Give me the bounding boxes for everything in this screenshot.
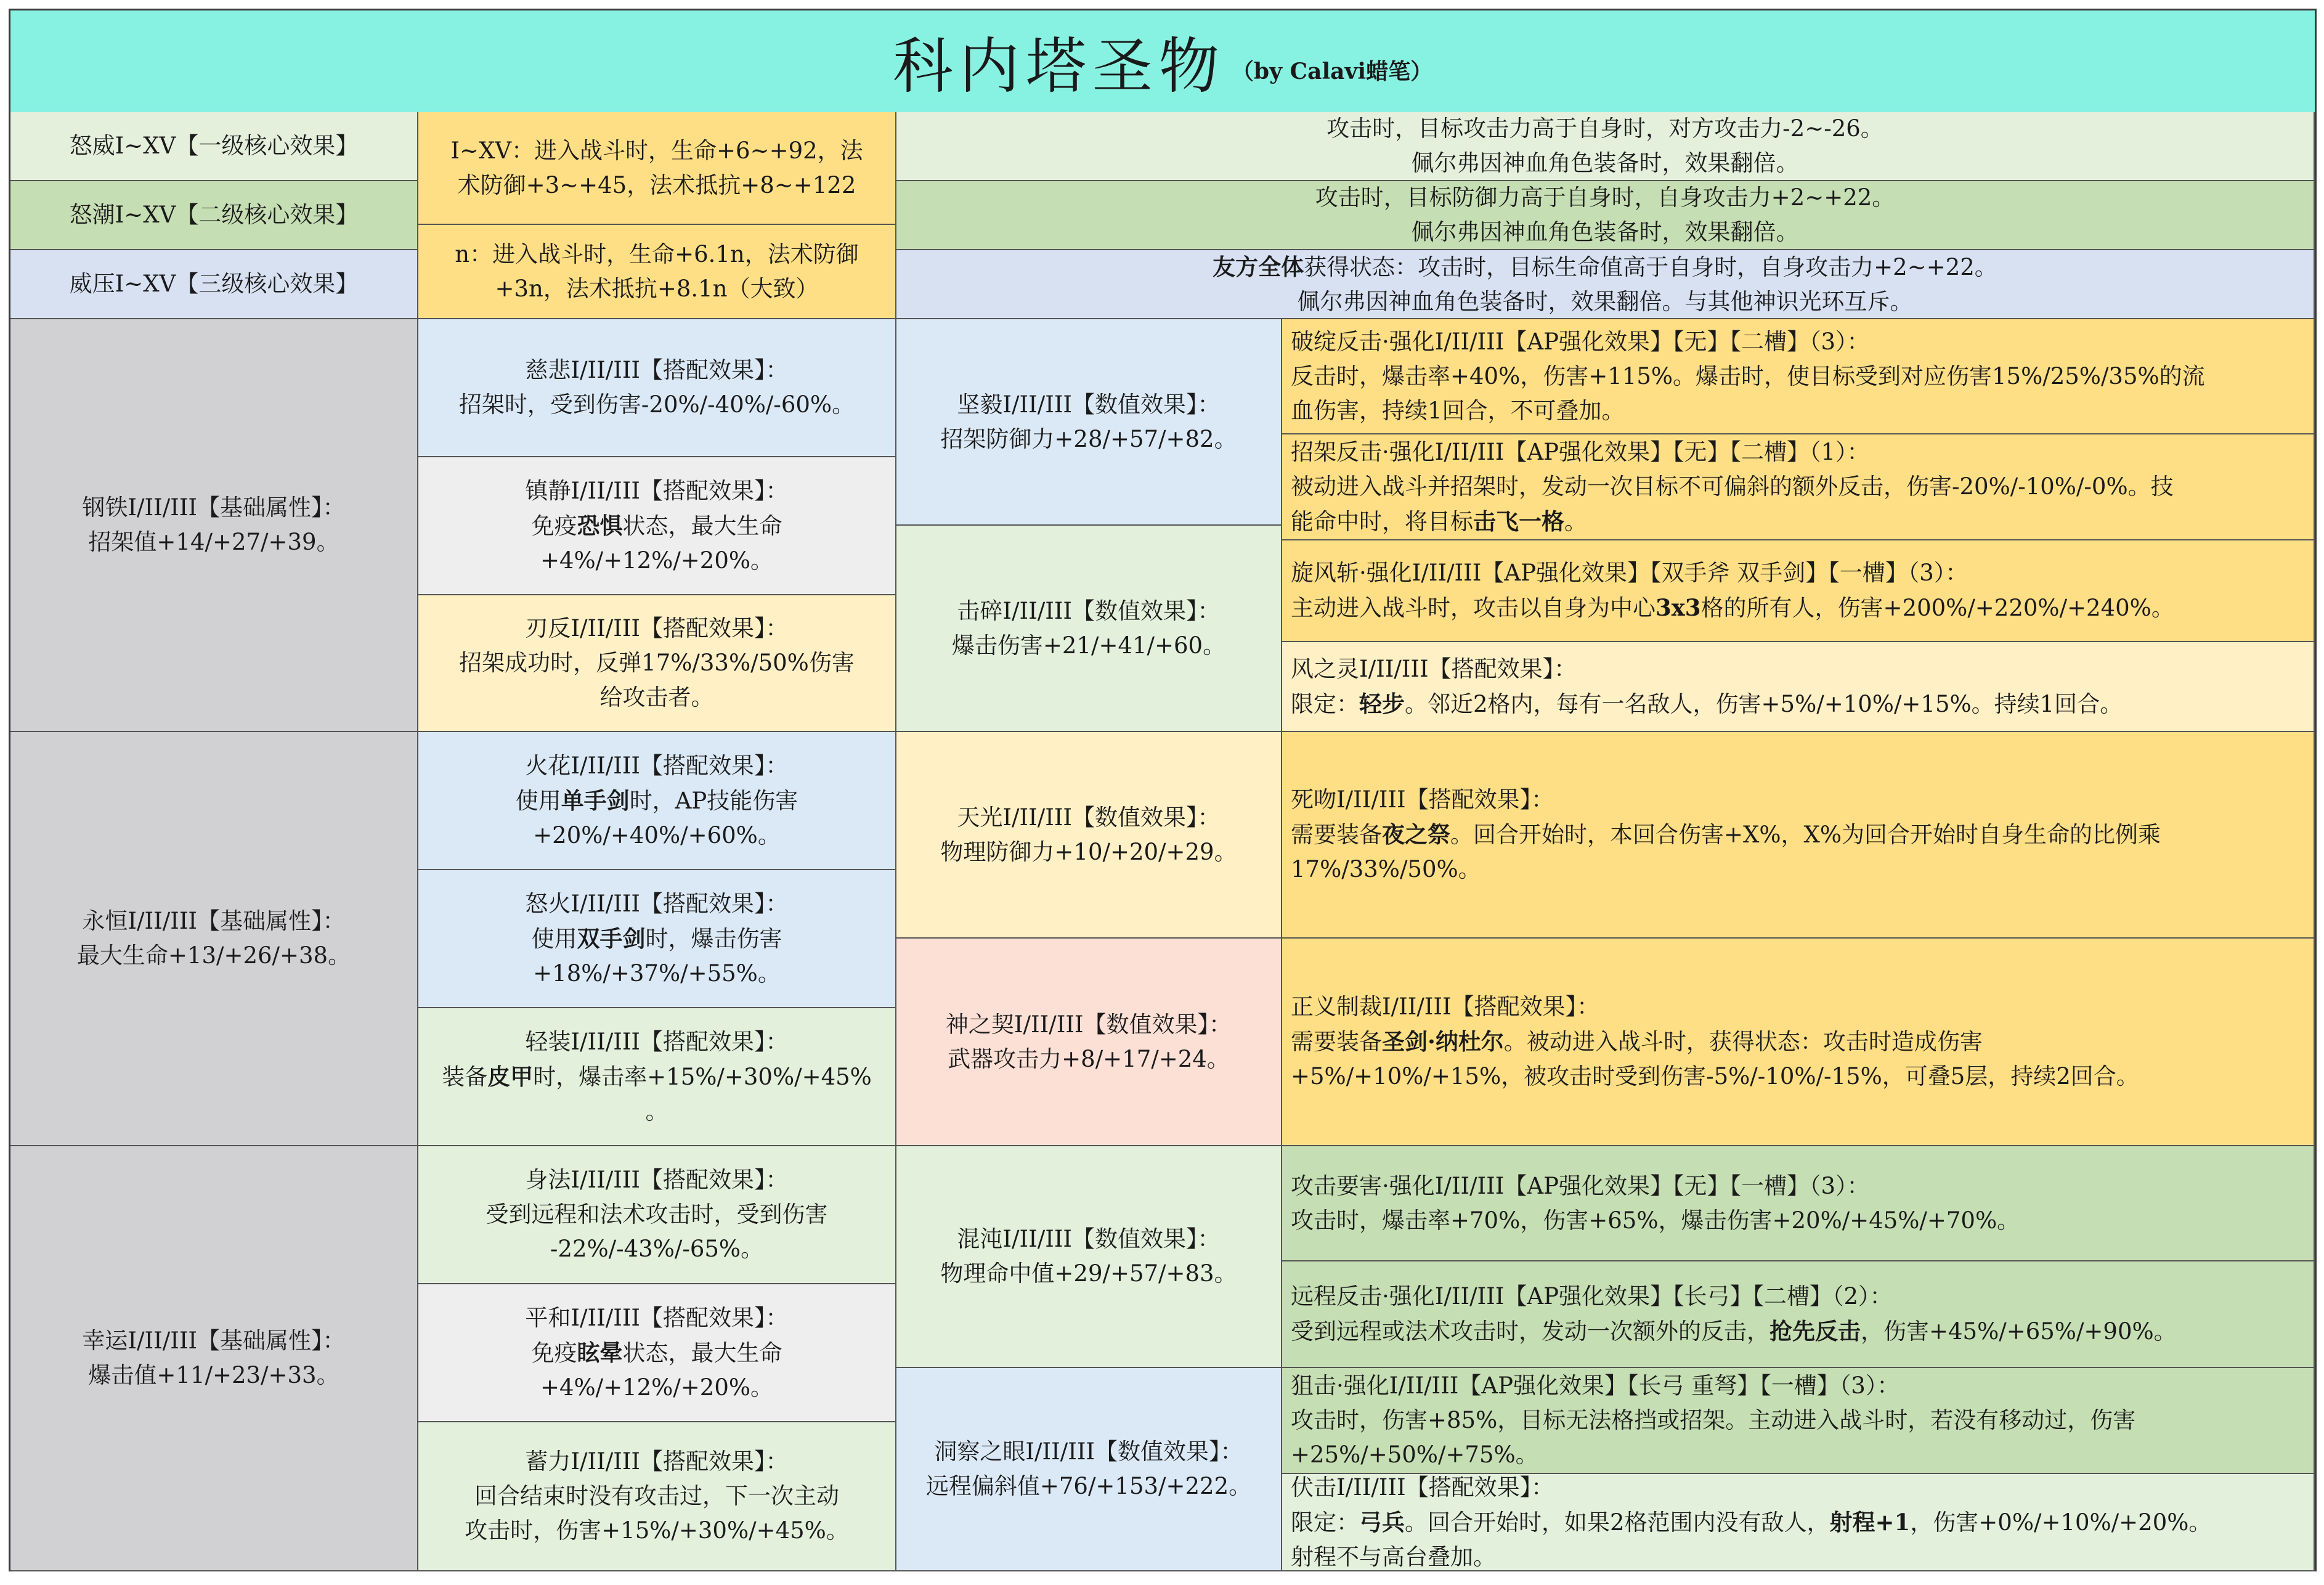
skill-ambush-l2d: 射程+1 [1829, 1508, 1911, 1536]
value-divine-pact-line2: 武器攻击力+8/+17/+24。 [948, 1045, 1230, 1072]
page-subtitle: （by Calavi蜡笔） [1231, 59, 1433, 84]
core-effect-2-line1: 攻击时，目标防御力高于自身时，自身攻击力+2~+22。 [1315, 184, 1895, 211]
match-calm-line3: +4%/+12%/+20%。 [540, 547, 774, 574]
match-calm-line1: 镇静I/II/III【搭配效果】： [525, 477, 789, 504]
match-spark-line3: +20%/+40%/+60%。 [533, 821, 781, 849]
value-skylight-line2: 物理防御力+10/+20/+29。 [940, 838, 1237, 865]
match-calm-line2 [532, 508, 782, 544]
match-fury-line2 [532, 921, 782, 956]
skill-wind-spirit [1282, 642, 2315, 732]
match-agility [418, 1146, 896, 1284]
skill-justice-line3: +5%/+10%/+15%，被攻击时受到伤害-5%/-10%/-15%，可叠5层，持续2回合。 [1291, 1063, 2139, 1090]
skill-snipe-line2: 攻击时，伤害+85%，目标无法格挡或招架。主动进入战斗时，若没有移动过，伤害 [1291, 1407, 2136, 1433]
core-effect-3-rest: 获得状态：攻击时，目标生命值高于自身时，自身攻击力+2~+22。 [1304, 253, 1997, 280]
value-shatter [896, 526, 1282, 732]
match-agility-line1: 身法I/II/III【搭配效果】： [525, 1167, 789, 1193]
skill-wind-spirit-line1: 风之灵I/II/III【搭配效果】： [1291, 655, 1577, 682]
skill-whirlwind-l2b: 3x3 [1656, 594, 1701, 621]
skill-ambush [1282, 1474, 2315, 1571]
skill-whirlwind-line1: 旋风斩·强化I/II/III【AP强化效果】【双手斧 双手剑】【一槽】（3）： [1291, 560, 1968, 586]
match-agility-line2: 受到远程和法术攻击时，受到伤害 [486, 1201, 828, 1228]
match-light-armor-line3: 。 [645, 1098, 668, 1125]
skill-wind-spirit-l2a: 限定： [1291, 690, 1359, 717]
skill-flaw-counter-line2: 反击时，爆击率+40%，伤害+115%。爆击时，使目标受到对应伤害15%/25%/35%的流 [1291, 362, 2205, 389]
skill-parry-counter [1282, 434, 2315, 540]
core-name-1-text: 怒威I~XV【一级核心效果】 [69, 132, 359, 159]
skill-ambush-l2b: 弓兵 [1359, 1508, 1405, 1536]
match-calm-l2a: 免疫 [531, 512, 577, 539]
core-stats-n-line1: n：进入战斗时，生命+6.1n，法术防御 [455, 240, 859, 267]
match-charge-line3: 攻击时，伤害+15%/+30%/+45%。 [465, 1517, 849, 1544]
skill-ranged-counter-l2a: 受到远程或法术攻击时，发动一次额外的反击， [1291, 1318, 1769, 1345]
match-spark-l2b: 单手剑 [561, 786, 630, 814]
skill-ranged-counter-l2c: ，伤害+45%/+65%/+90%。 [1861, 1318, 2177, 1345]
match-blade-reflect [418, 595, 896, 732]
skill-justice-line2 [1291, 1024, 1983, 1059]
skill-snipe-line1: 狙击·强化I/II/III【AP强化效果】【长弓 重弩】【一槽】（3）： [1291, 1372, 1900, 1399]
core-name-3 [10, 250, 418, 319]
match-spark-line2 [516, 783, 798, 818]
skill-flaw-counter-line1: 破绽反击·强化I/II/III【AP强化效果】【无】【二槽】（3）： [1291, 328, 1870, 355]
skill-death-kiss-l2a: 需要装备 [1291, 821, 1382, 848]
base-eternal-line2: 最大生命+13/+26/+38。 [76, 942, 351, 969]
match-spark [418, 732, 896, 870]
skill-death-kiss-l2b: 夜之祭 [1382, 821, 1450, 848]
match-spark-l2c: 时，AP技能伤害 [629, 787, 798, 814]
core-effect-3-emph: 友方全体 [1213, 253, 1304, 280]
match-fury-l2a: 使用 [531, 925, 577, 952]
skill-vital-strike-line2: 攻击时，爆击率+70%，伤害+65%，爆击伤害+20%/+45%/+70%。 [1291, 1207, 2020, 1234]
skill-justice-l2b: 圣剑·纳杜尔 [1382, 1028, 1504, 1055]
base-luck-line1: 幸运I/II/III【基础属性】： [82, 1327, 346, 1354]
match-blade-reflect-line1: 刃反I/II/III【搭配效果】： [525, 615, 789, 642]
skill-justice-line1: 正义制裁I/II/III【搭配效果】： [1291, 993, 1600, 1020]
match-charge-line2: 回合结束时没有攻击过，下一次主动 [474, 1483, 839, 1509]
value-insight-eye-line1: 洞察之眼I/II/III【数值效果】： [934, 1438, 1243, 1465]
skill-justice-l2c: 。被动进入战斗时，获得状态：攻击时造成伤害 [1503, 1029, 1983, 1055]
value-skylight-line1: 天光I/II/III【数值效果】： [957, 804, 1221, 831]
match-fury-line3: +18%/+37%/+55%。 [533, 960, 781, 987]
skill-flaw-counter-line3: 血伤害，持续1回合，不可叠加。 [1291, 397, 1625, 424]
match-blade-reflect-line2: 招架成功时，反弹17%/33%/50%伤害 [459, 650, 855, 676]
skill-vital-strike-line1: 攻击要害·强化I/II/III【AP强化效果】【无】【一槽】（3）： [1291, 1172, 1870, 1199]
skill-snipe [1282, 1368, 2315, 1474]
skill-ambush-line2 [1291, 1505, 2211, 1540]
match-peace-l2b: 眩晕 [577, 1338, 623, 1366]
skill-parry-counter-line2: 被动进入战斗并招架时，发动一次目标不可偏斜的额外反击，伤害-20%/-10%/-0%。技 [1291, 473, 2174, 500]
skill-whirlwind-line2 [1291, 590, 2174, 625]
core-effect-3-line1 [1213, 250, 1997, 285]
match-peace-line3: +4%/+12%/+20%。 [540, 1374, 774, 1401]
match-peace [418, 1284, 896, 1422]
match-fury-l2b: 双手剑 [577, 924, 646, 952]
skill-ambush-line1: 伏击I/II/III【搭配效果】： [1291, 1474, 1554, 1501]
core-stats-n [418, 225, 896, 319]
skill-ambush-l2a: 限定： [1291, 1509, 1359, 1536]
core-name-3-text: 威压I~XV【三级核心效果】 [69, 271, 359, 297]
skill-parry-counter-line3 [1291, 504, 1587, 539]
value-shatter-line2: 爆击伤害+21/+41/+60。 [951, 632, 1226, 659]
core-effect-3 [896, 250, 2315, 319]
match-light-armor [418, 1008, 896, 1146]
skill-ranged-counter-line2 [1291, 1314, 2177, 1349]
base-eternal [10, 732, 418, 1146]
core-effect-1-line2: 佩尔弗因神血角色装备时，效果翻倍。 [1411, 150, 1799, 176]
skill-wind-spirit-l2b: 轻步 [1359, 690, 1405, 717]
match-peace-l2a: 免疫 [531, 1339, 577, 1366]
skill-flaw-counter [1282, 319, 2315, 434]
value-insight-eye-line2: 远程偏斜值+76/+153/+222。 [925, 1473, 1252, 1499]
core-effect-2-line2: 佩尔弗因神血角色装备时，效果翻倍。 [1411, 219, 1799, 245]
skill-whirlwind-l2c: 格的所有人，伤害+200%/+220%/+240%。 [1700, 595, 2174, 621]
value-resolve-line2: 招架防御力+28/+57/+82。 [940, 425, 1237, 452]
match-fury [418, 870, 896, 1008]
skill-ranged-counter [1282, 1261, 2315, 1368]
title-banner [10, 10, 2315, 114]
skill-snipe-line3: +25%/+50%/+75%。 [1291, 1441, 1538, 1468]
match-fury-l2c: 时，爆击伤害 [645, 925, 782, 952]
core-effect-3-line2: 佩尔弗因神血角色装备时，效果翻倍。与其他神识光环互斥。 [1297, 288, 1913, 315]
match-light-armor-line1: 轻装I/II/III【搭配效果】： [525, 1028, 789, 1055]
skill-parry-counter-l3c: 。 [1564, 508, 1587, 535]
match-light-armor-l2c: 时，爆击率+15%/+30%/+45% [533, 1063, 872, 1090]
match-blade-reflect-line3: 给攻击者。 [599, 684, 714, 711]
core-stats-numeral [418, 112, 896, 225]
match-mercy-line2: 招架时，受到伤害-20%/-40%/-60%。 [458, 391, 855, 418]
match-fury-line1: 怒火I/II/III【搭配效果】： [525, 890, 789, 917]
match-light-armor-line2 [442, 1059, 872, 1094]
skill-death-kiss-line2 [1291, 817, 2161, 852]
value-chaos-line1: 混沌I/II/III【数值效果】： [957, 1226, 1221, 1252]
core-effect-2 [896, 181, 2315, 250]
skill-whirlwind [1282, 540, 2315, 642]
match-light-armor-l2a: 装备 [442, 1063, 488, 1090]
base-steel-line2: 招架值+14/+27/+39。 [88, 529, 339, 555]
match-calm [418, 457, 896, 595]
match-agility-line3: -22%/-43%/-65%。 [550, 1236, 764, 1262]
skill-parry-counter-line1: 招架反击·强化I/II/III【AP强化效果】【无】【二槽】（1）： [1291, 438, 1870, 465]
skill-ambush-line3: 射程不与高台叠加。 [1291, 1543, 1496, 1570]
base-steel-line1: 钢铁I/II/III【基础属性】： [82, 494, 346, 521]
value-insight-eye [896, 1368, 1282, 1571]
value-skylight [896, 732, 1282, 939]
skill-ranged-counter-line1: 远程反击·强化I/II/III【AP强化效果】【长弓】【二槽】（2）： [1291, 1283, 1893, 1310]
match-charge-line1: 蓄力I/II/III【搭配效果】： [525, 1448, 789, 1475]
match-spark-l2a: 使用 [515, 787, 561, 814]
match-spark-line1: 火花I/II/III【搭配效果】： [525, 752, 789, 779]
base-steel [10, 319, 418, 732]
match-peace-line1: 平和I/II/III【搭配效果】： [525, 1304, 789, 1331]
skill-wind-spirit-l2c: 。邻近2格内，每有一名敌人，伤害+5%/+10%/+15%。持续1回合。 [1405, 690, 2123, 717]
value-chaos-line2: 物理命中值+29/+57/+83。 [940, 1260, 1237, 1287]
page-title: 科内塔圣物 [892, 31, 1225, 102]
skill-ambush-l2c: 。回合开始时，如果2格范围内没有敌人， [1405, 1509, 1830, 1536]
value-shatter-line1: 击碎I/II/III【数值效果】： [957, 597, 1221, 624]
core-stats-numeral-line1: I~XV：进入战斗时，生命+6~+92，法 [450, 137, 863, 164]
base-eternal-line1: 永恒I/II/III【基础属性】： [82, 908, 346, 934]
match-peace-line2 [532, 1335, 782, 1371]
match-light-armor-l2b: 皮甲 [487, 1062, 534, 1090]
relic-table [9, 9, 2317, 1571]
value-resolve-line1: 坚毅I/II/III【数值效果】： [957, 391, 1221, 418]
skill-ranged-counter-l2b: 抢先反击 [1769, 1318, 1861, 1345]
skill-justice [1282, 939, 2315, 1146]
skill-ambush-l2e: ，伤害+0%/+10%/+20%。 [1910, 1509, 2212, 1536]
match-calm-l2b: 恐惧 [577, 511, 623, 539]
match-mercy [418, 319, 896, 457]
value-divine-pact-line1: 神之契I/II/III【数值效果】： [945, 1011, 1232, 1038]
skill-death-kiss-line1: 死吻I/II/III【搭配效果】： [1291, 786, 1554, 813]
skill-death-kiss-l2c: 。回合开始时，本回合伤害+X%，X%为回合开始时自身生命的比例乘 [1450, 821, 2161, 848]
skill-parry-counter-l3a: 能命中时，将目标 [1291, 508, 1473, 535]
match-calm-l2c: 状态，最大生命 [622, 512, 782, 539]
core-effect-1 [896, 112, 2315, 181]
core-name-2-text: 怒潮I~XV【二级核心效果】 [69, 202, 359, 228]
skill-whirlwind-l2a: 主动进入战斗时，攻击以自身为中心 [1291, 595, 1656, 621]
base-luck [10, 1146, 418, 1571]
skill-death-kiss [1282, 732, 2315, 939]
match-charge [418, 1422, 896, 1571]
match-peace-l2c: 状态，最大生命 [622, 1339, 782, 1366]
skill-parry-counter-l3b: 击飞一格 [1473, 507, 1564, 535]
core-name-1 [10, 112, 418, 181]
base-luck-line2: 爆击值+11/+23/+33。 [88, 1362, 339, 1388]
core-effect-1-line1: 攻击时，目标攻击力高于自身时，对方攻击力-2~-26。 [1327, 115, 1883, 142]
core-name-2 [10, 181, 418, 250]
value-resolve [896, 319, 1282, 526]
value-divine-pact [896, 939, 1282, 1146]
skill-justice-l2a: 需要装备 [1291, 1029, 1382, 1055]
skill-wind-spirit-line2 [1291, 687, 2123, 722]
match-mercy-line1: 慈悲I/II/III【搭配效果】： [525, 357, 789, 383]
skill-death-kiss-line3: 17%/33%/50%。 [1291, 856, 1481, 882]
value-chaos [896, 1146, 1282, 1368]
skill-vital-strike [1282, 1146, 2315, 1261]
core-stats-numeral-line2: 术防御+3~+45，法术抵抗+8~+122 [457, 171, 856, 198]
core-stats-n-line2: +3n，法术抵抗+8.1n（大致） [495, 275, 819, 302]
